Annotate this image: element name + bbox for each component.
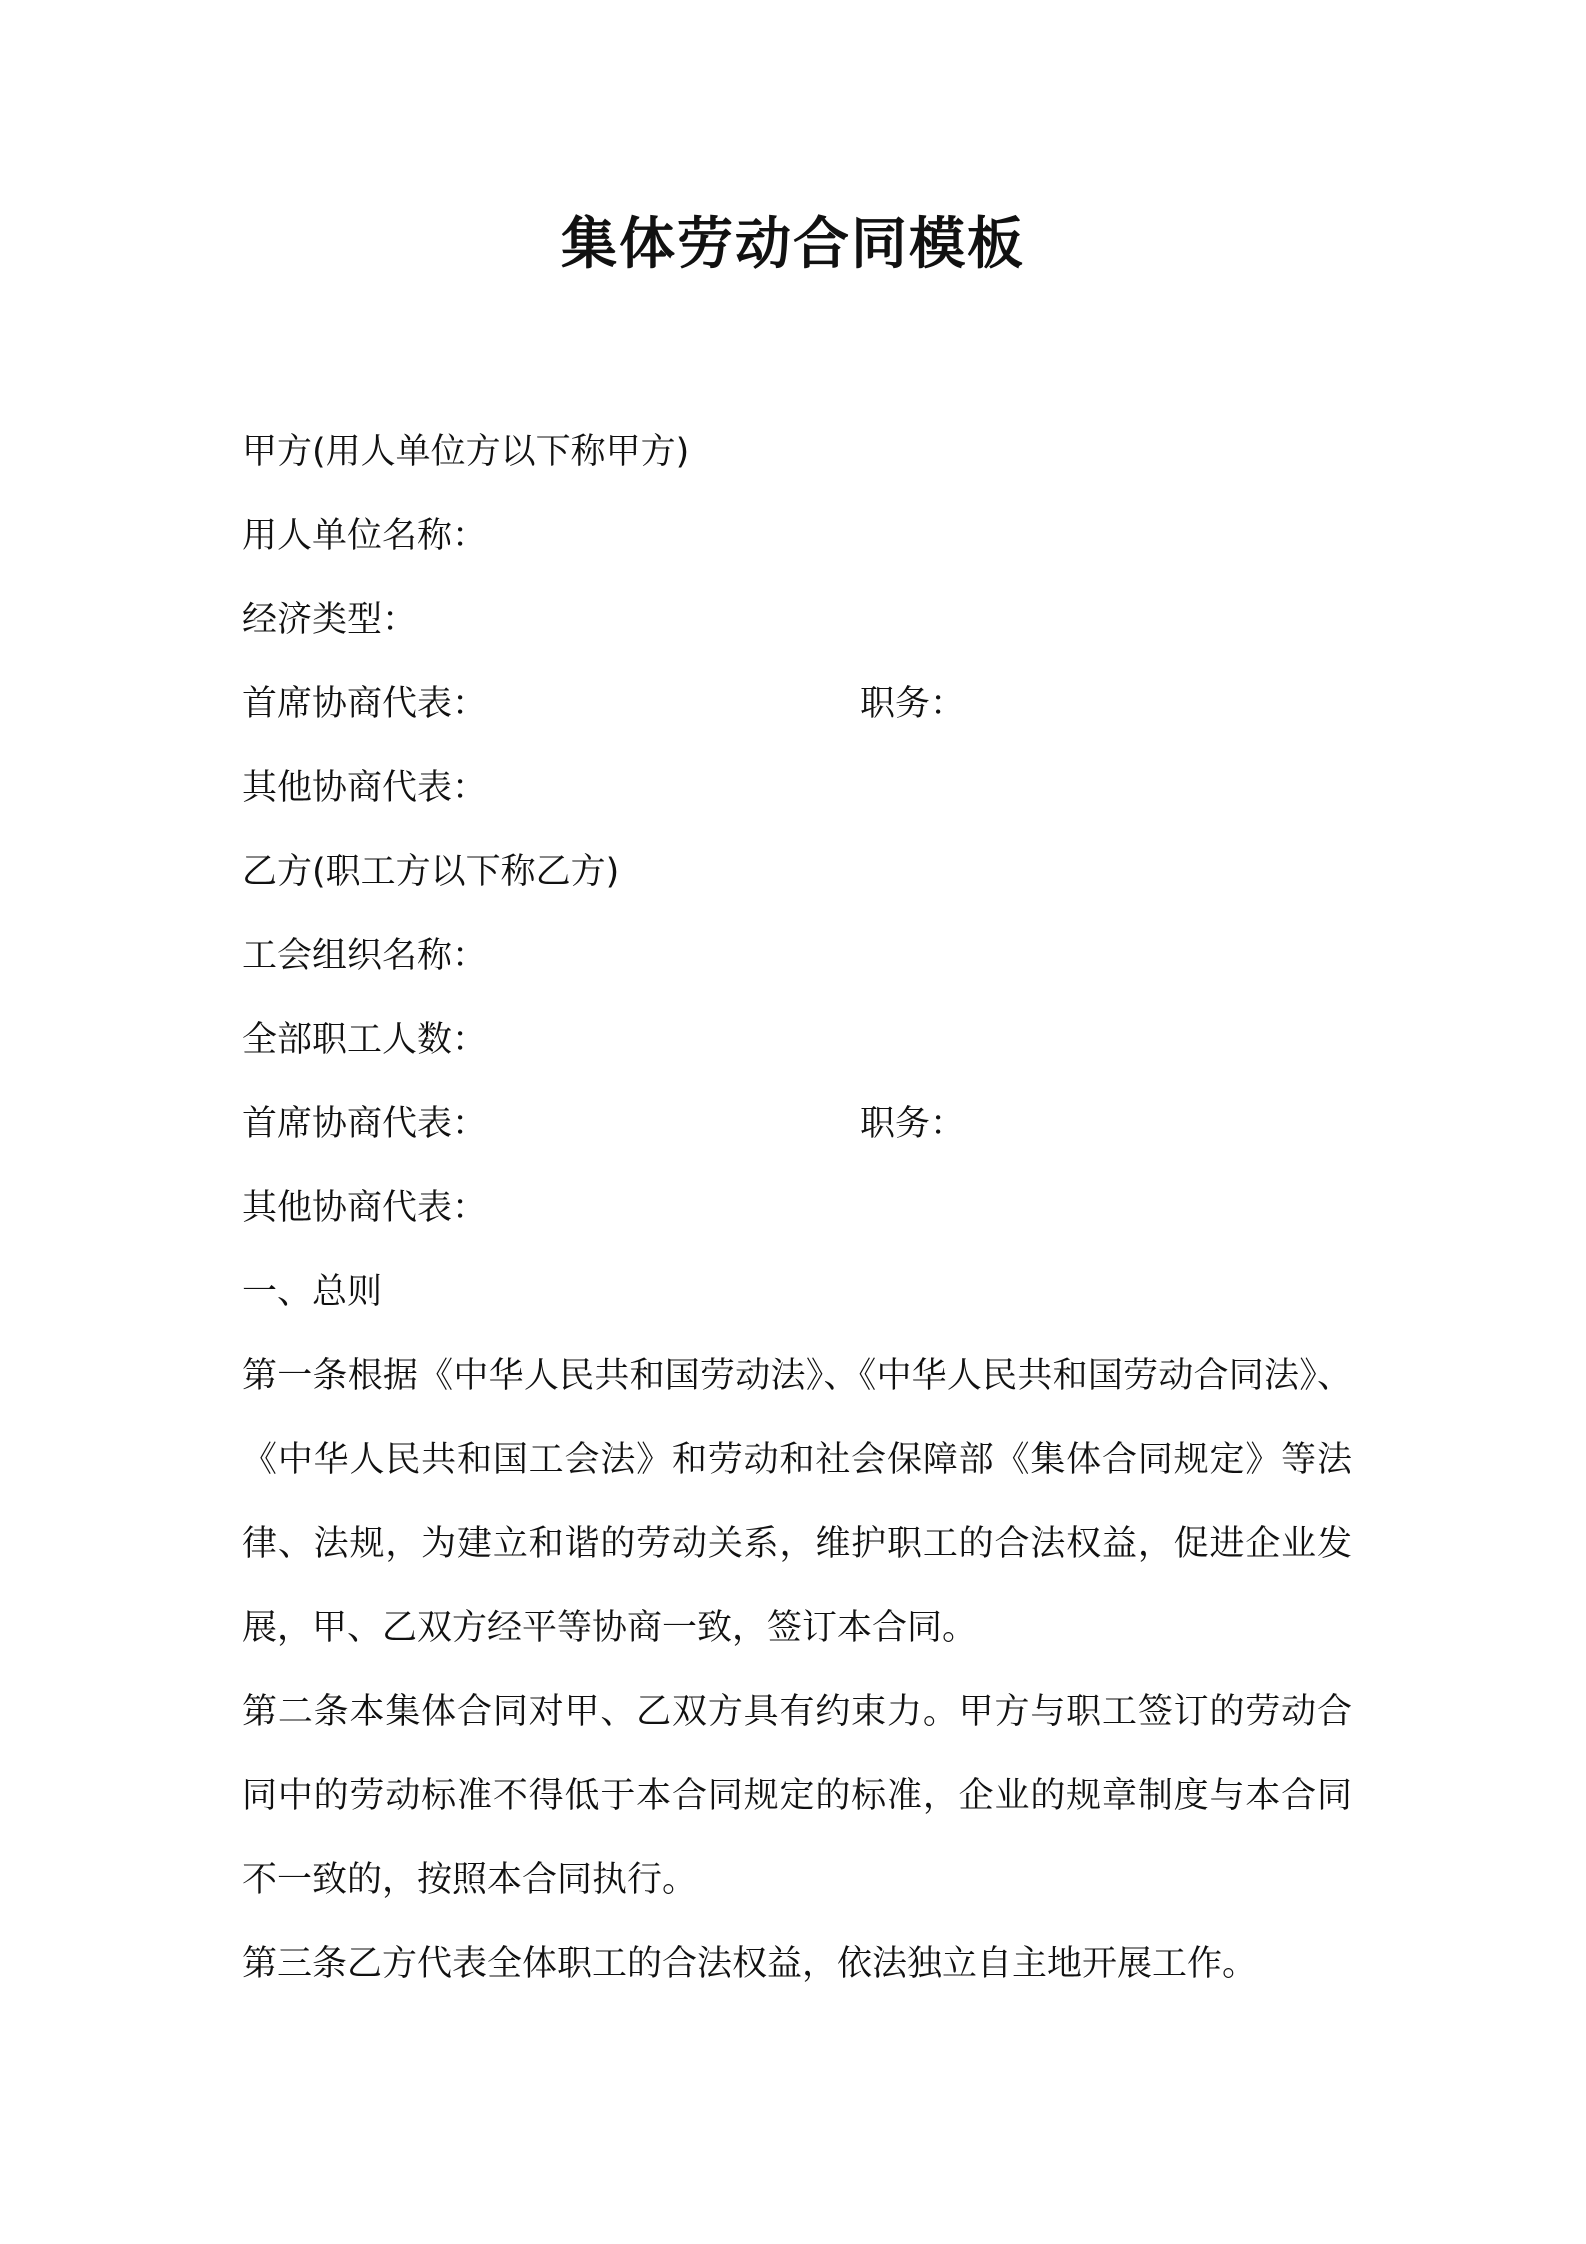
party-b-chief-representative-row: [242, 1082, 1402, 1166]
section-1-heading: 一、总则: [242, 1272, 383, 1312]
party-a-chief-representative-label: 首席协商代表：: [242, 684, 488, 724]
party-b-position-label: 职务：: [860, 1104, 966, 1144]
party-b-other-representatives-label: 其他协商代表：: [242, 1188, 488, 1228]
party-a-other-representatives-label: 其他协商代表：: [242, 768, 488, 808]
article-3: 第三条乙方代表全体职工的合法权益，依法独立自主地开展工作。: [242, 1944, 1258, 1984]
party-b-chief-representative-label: 首席协商代表：: [242, 1104, 488, 1144]
document-title: 集体劳动合同模板: [561, 212, 1025, 277]
article-2: 第二条本集体合同对甲、乙双方具有约束力。甲方与职工签订的劳动合同中的劳动标准不得低于本合同规定的标准，企业的规章制度与本合同不一致的，按照本合同执行。: [242, 1692, 1352, 1900]
party-a-chief-representative-row: [242, 662, 1402, 746]
party-b-total-employees-label: 全部职工人数：: [242, 1020, 488, 1060]
party-b-heading: 乙方(职工方以下称乙方): [242, 852, 620, 892]
party-b-union-name-label: 工会组织名称：: [242, 936, 488, 976]
party-a-employer-name-label: 用人单位名称：: [242, 516, 488, 556]
party-a-heading: 甲方(用人单位方以下称甲方): [242, 432, 690, 472]
article-1: 第一条根据《中华人民共和国劳动法》、《中华人民共和国劳动合同法》、《中华人民共和国工会法》和劳动和社会保障部《集体合同规定》等法律、法规，为建立和谐的劳动关系，维护职工的合法权益，促进企业发展，甲、乙双方经平等协商一致，签订本合同。: [242, 1356, 1352, 1648]
party-a-economic-type-label: 经济类型：: [242, 600, 418, 640]
document-body: [242, 410, 1402, 2006]
party-a-position-label: 职务：: [860, 684, 966, 724]
